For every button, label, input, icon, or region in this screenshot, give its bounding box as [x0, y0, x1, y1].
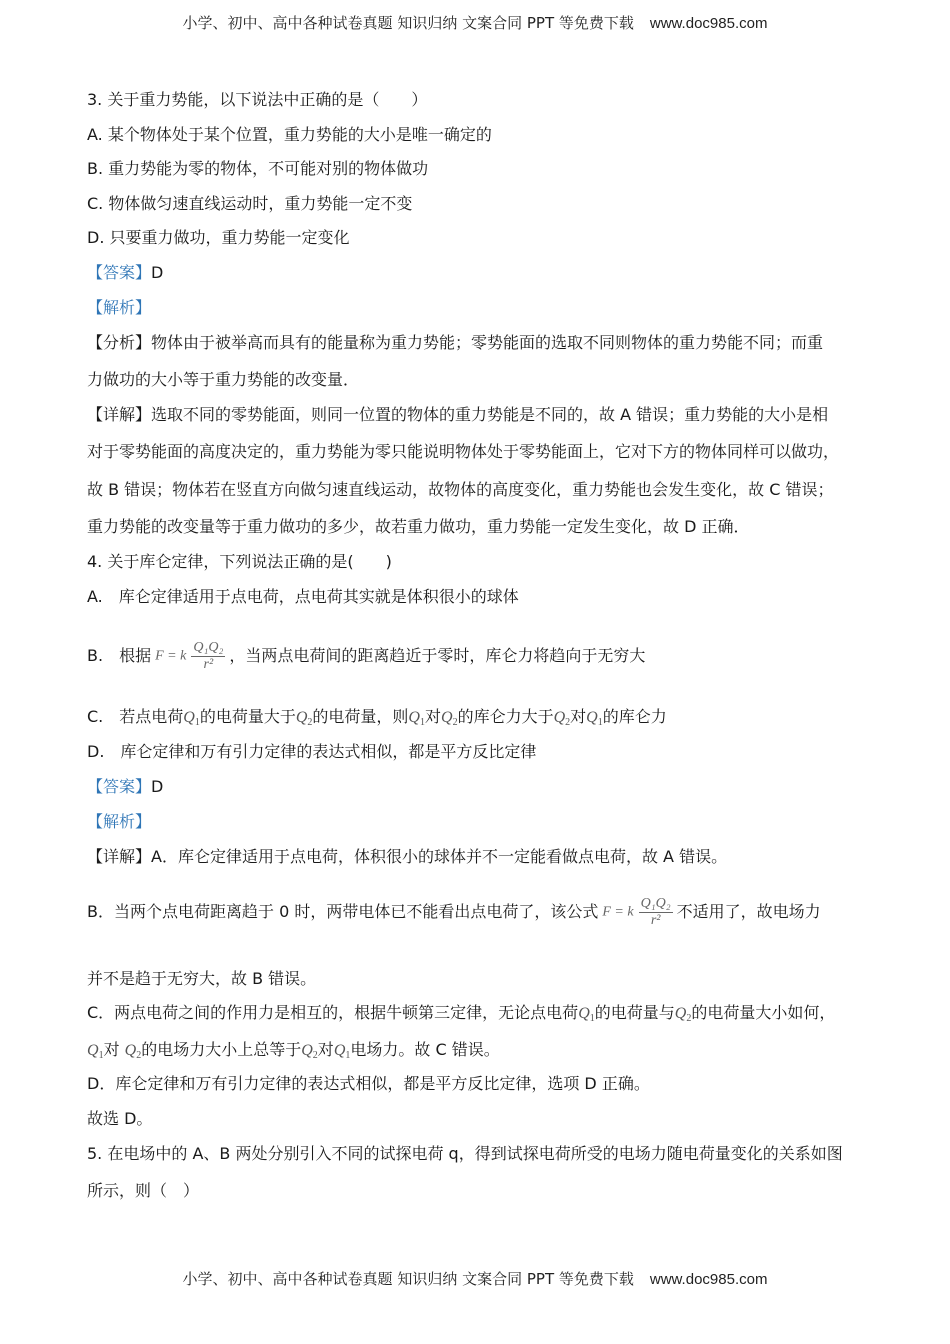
q4-option-a: A. 库仑定律适用于点电荷，点电荷其实就是体积很小的球体 [87, 587, 519, 606]
q3-answer [87, 262, 877, 284]
q-subscript: 2 [312, 1050, 318, 1061]
header-text: 小学、初中、高中各种试卷真题 知识归纳 文案合同 PPT 等免费下载 [182, 14, 634, 32]
q4-answer [87, 776, 877, 798]
q3-fenxi-2: 力做功的大小等于重力势能的改变量． [87, 370, 360, 389]
q2-symbol [125, 1042, 142, 1059]
formula-fraction [639, 896, 673, 929]
formula-numerator: Q₁Q₂ [640, 896, 671, 912]
page-header [0, 12, 950, 33]
q3-option-c: C. 物体做匀速直线运动时，重力势能一定不变 [87, 194, 413, 213]
q3-option-a: A. 某个物体处于某个位置，重力势能的大小是唯一确定的 [87, 125, 492, 144]
q4-xiangjie-a: 【详解】A．库仑定律适用于点电荷，体积很小的球体并不一定能看做点电荷，故 A 错误。 [87, 847, 728, 866]
q4-analysis-tag: 【解析】 [87, 812, 152, 831]
q3-fenxi-1: 【分析】物体由于被举高而具有的能量称为重力势能；零势能面的选取不同则物体的重力势能不同；而重 [87, 333, 824, 352]
q-letter: Q [333, 1042, 346, 1059]
formula-lhs: F = k [602, 904, 634, 920]
q1-symbol [586, 709, 603, 726]
q4-c-text: 的库仑力大于 [457, 707, 554, 726]
q4-c-text: 的库仑力 [602, 707, 667, 726]
q4-xc-text: 对 [317, 1040, 334, 1059]
q-subscript: 1 [98, 1050, 104, 1061]
q4-xc-text: 的电荷量大小如何， [691, 1003, 836, 1022]
q3-xiangjie-1: 【详解】选取不同的零势能面，则同一位置的物体的重力势能是不同的，故 A 错误；重力势能的大小是相 [87, 405, 829, 424]
q4-conclusion: 故选 D。 [87, 1109, 153, 1128]
q4-xc-text: C．两点电荷之间的作用力是相互的，根据牛顿第三定律，无论点电荷 [87, 1003, 579, 1022]
q4-xc-text: 的电场力大小上总等于 [141, 1040, 302, 1059]
q4-option-c [87, 706, 877, 734]
q4-xiangjie-c2 [87, 1039, 877, 1067]
q-letter: Q [124, 1042, 137, 1059]
q-letter: Q [295, 709, 308, 726]
q3-stem: 3. 关于重力势能，以下说法中正确的是（ ） [87, 90, 428, 109]
q2-symbol [675, 1005, 692, 1022]
q-subscript: 1 [345, 1050, 351, 1061]
q2-symbol [554, 709, 571, 726]
q-letter: Q [586, 709, 598, 726]
q1-symbol [183, 709, 200, 726]
header-url[interactable]: www.doc985.com [649, 15, 768, 32]
formula-fraction [191, 640, 225, 673]
q3-option-b: B. 重力势能为零的物体，不可能对别的物体做功 [87, 159, 429, 178]
q-subscript: 1 [597, 717, 603, 728]
q-subscript: 2 [452, 717, 458, 728]
q4-xb-text: B．当两个点电荷距离趋于 0 时，两带电体已不能看出点电荷了，该公式 [87, 902, 599, 921]
q2-symbol [301, 1042, 318, 1059]
answer-value: D [151, 263, 164, 282]
q4-c-text: C. 若点电荷 [87, 707, 184, 726]
answer-value: D [151, 777, 164, 796]
q3-option-d: D. 只要重力做功，重力势能一定变化 [87, 228, 350, 247]
q2-symbol [296, 709, 313, 726]
q-letter: Q [183, 709, 195, 726]
footer-text: 小学、初中、高中各种试卷真题 知识归纳 文案合同 PPT 等免费下载 [182, 1270, 634, 1288]
q3-xiangjie-4: 重力势能的改变量等于重力做功的多少，故若重力做功，重力势能一定发生变化，故 D 正确． [87, 517, 750, 536]
q-letter: Q [87, 1042, 99, 1059]
q1-symbol [408, 709, 425, 726]
q4-xiangjie-b2: 并不是趋于无穷大，故 B 错误。 [87, 969, 317, 988]
q1-symbol [578, 1005, 595, 1022]
q3-xiangjie-2: 对于零势能面的高度决定的，重力势能为零只能说明物体处于零势能面上，它对下方的物体同样可以做功， [87, 442, 840, 461]
coulomb-formula [155, 628, 225, 685]
q3-analysis-tag: 【解析】 [87, 298, 152, 317]
q4-xb-text: 不适用了，故电场力 [676, 902, 821, 921]
q-subscript: 2 [565, 717, 571, 728]
page-footer [0, 1268, 950, 1289]
formula-denominator: r² [650, 913, 661, 929]
q1-symbol [87, 1042, 104, 1059]
q4-xc-text: 的电荷量与 [594, 1003, 675, 1022]
q-letter: Q [578, 1005, 590, 1022]
q4-stem: 4. 关于库仑定律，下列说法正确的是( ) [87, 552, 392, 571]
formula-denominator: r² [203, 657, 214, 673]
formula-numerator: Q₁Q₂ [193, 640, 224, 656]
q3-xiangjie-3: 故 B 错误；物体若在竖直方向做匀速直线运动，故物体的高度变化，重力势能也会发生变化，故 C 错误； [87, 480, 834, 499]
q1-symbol [334, 1042, 351, 1059]
q4-option-d: D. 库仑定律和万有引力定律的表达式相似，都是平方反比定律 [87, 742, 537, 761]
q-letter: Q [441, 709, 453, 726]
q2-symbol [441, 709, 458, 726]
q4-c-text: 的电荷量，则 [312, 707, 409, 726]
q-letter: Q [674, 1005, 687, 1022]
q-subscript: 1 [589, 1013, 595, 1024]
q-letter: Q [301, 1042, 313, 1059]
q-subscript: 2 [686, 1013, 692, 1024]
q4-xc-text: 对 [103, 1040, 125, 1059]
q-subscript: 2 [136, 1050, 142, 1061]
q-letter: Q [553, 709, 566, 726]
footer-url[interactable]: www.doc985.com [649, 1271, 768, 1288]
q4-xiangjie-b [87, 884, 877, 940]
q5-stem-2: 所示，则（ ） [87, 1181, 200, 1200]
formula-lhs: F = k [155, 648, 187, 664]
q4-xc-text: 电场力。故 C 错误。 [350, 1040, 500, 1059]
q-letter: Q [408, 709, 420, 726]
answer-tag: 【答案】 [87, 777, 152, 796]
q-subscript: 1 [419, 717, 425, 728]
q4-option-b [87, 628, 877, 684]
q5-stem-1: 5. 在电场中的 A、B 两处分别引入不同的试探电荷 q，得到试探电荷所受的电场力随电荷量变化的关系如图 [87, 1144, 843, 1163]
q4-xiangjie-c1 [87, 1002, 877, 1030]
coulomb-formula [602, 884, 672, 941]
q4-c-text: 的电荷量大于 [199, 707, 296, 726]
q4-xiangjie-d: D．库仑定律和万有引力定律的表达式相似，都是平方反比定律，选项 D 正确。 [87, 1074, 650, 1093]
q4-b-prefix: B. 根据 [87, 646, 152, 665]
q4-c-text: 对 [570, 707, 587, 726]
q-subscript: 1 [194, 717, 200, 728]
q4-b-suffix: ，当两点电荷间的距离趋近于零时，库仑力将趋向于无穷大 [229, 646, 646, 665]
q-subscript: 2 [307, 717, 313, 728]
answer-tag: 【答案】 [87, 263, 152, 282]
q4-c-text: 对 [424, 707, 441, 726]
